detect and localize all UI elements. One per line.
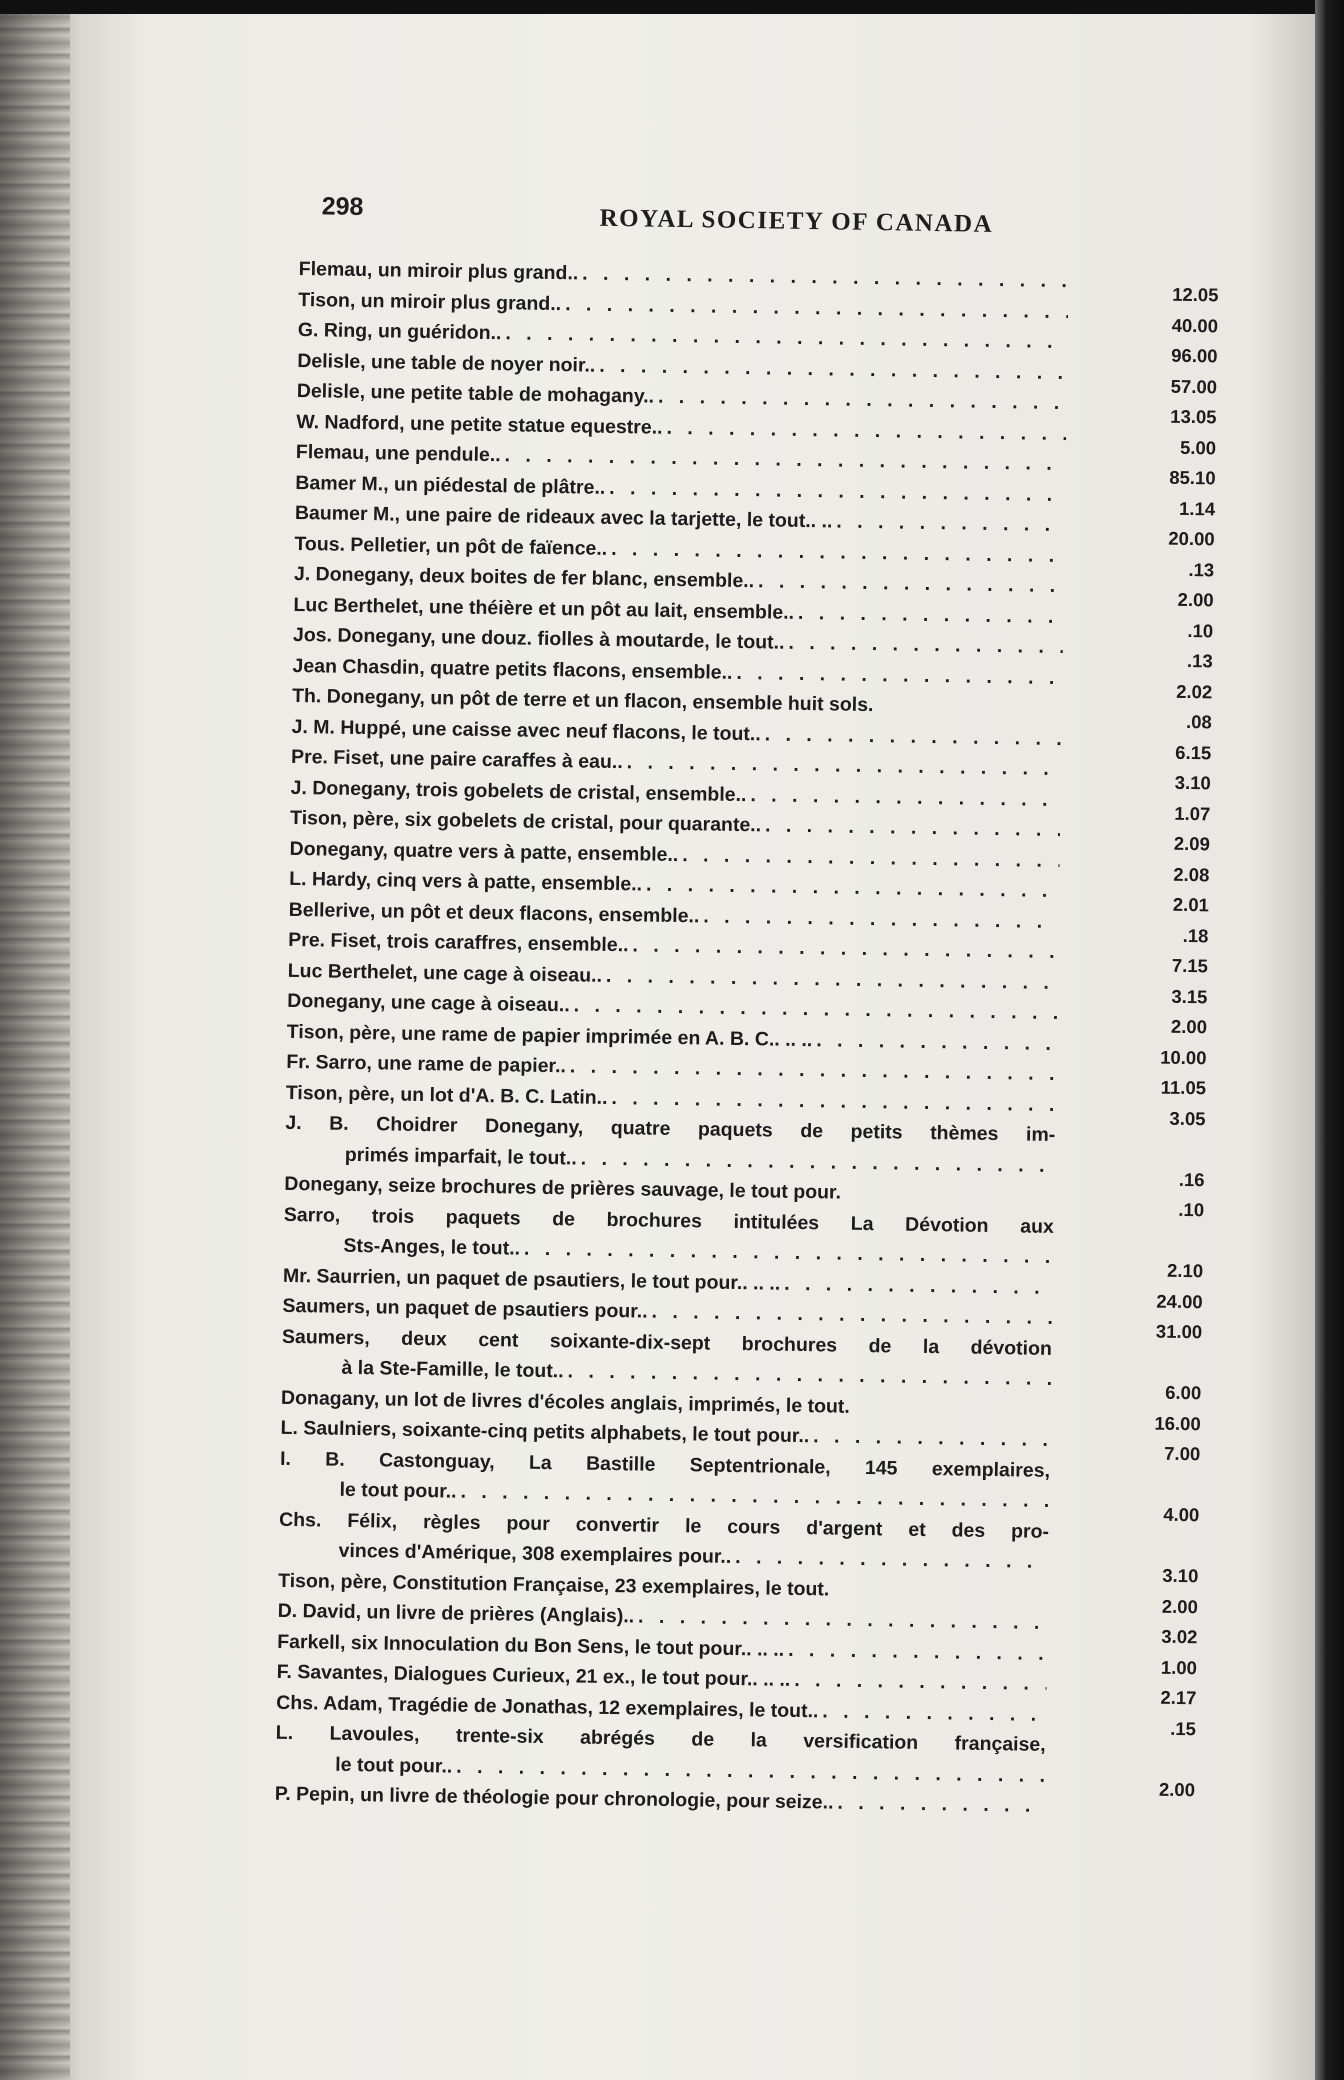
entry-amount: 2.01 bbox=[1172, 893, 1210, 916]
entry-text-line: Flemau, une pendule.. . . . bbox=[296, 437, 1066, 480]
entry-amount: 5.00 bbox=[1179, 436, 1217, 458]
entry-amount: 6.15 bbox=[1175, 741, 1212, 763]
entry-text-line: Fr. Sarro, une rame de papier.. . . . bbox=[286, 1047, 1056, 1090]
entry-amount: 2.00 bbox=[1177, 588, 1214, 611]
entry-text-line: F. Savantes, Dialogues Curieux, 21 ex., le tout pour.. .. .. . . . bbox=[276, 1657, 1046, 1700]
entry-text-line: J. Donegany, trois gobelets de cristal, ensemble.. . . . bbox=[290, 772, 1060, 815]
entry-text-line: Jean Chasdin, quatre petits flacons, ensemble.. . . . bbox=[292, 650, 1062, 693]
entry-text-line: Jos. Donegany, une douz. fiolles à moutarde, le tout.. . . . bbox=[293, 620, 1063, 663]
entry-text-line: Th. Donegany, un pôt de terre et un flacon, ensemble huit sols. bbox=[291, 684, 874, 717]
entry-text-line: Flemau, un miroir plus grand.. . . . bbox=[299, 254, 1069, 297]
entry-amount: .18 bbox=[1182, 924, 1209, 946]
binding-gutter bbox=[0, 0, 70, 2080]
entry-amount: .16 bbox=[1178, 1168, 1205, 1190]
entry-text-line: à la Ste-Famille, le tout.. . . . bbox=[281, 1352, 1051, 1395]
entry-amount: 11.05 bbox=[1160, 1076, 1207, 1099]
entry-text-line: Pre. Fiset, une paire caraffes à eau.. . . . bbox=[291, 742, 1061, 785]
entry-text-line: J. M. Huppé, une caisse avec neuf flacons, le tout.. . . . bbox=[291, 711, 1061, 754]
running-title: ROYAL SOCIETY OF CANADA bbox=[599, 204, 994, 238]
entry-amount: 7.15 bbox=[1171, 954, 1209, 977]
entry-amount: 24.00 bbox=[1156, 1290, 1203, 1312]
entry-text-line: J. B. Choidrer Donegany, quatre paquets de petits thèmes im- bbox=[285, 1111, 1056, 1146]
entry-text-line: primés imparfait, le tout.. . . . bbox=[285, 1138, 1055, 1181]
entry-text-line: Donegany, une cage à oiseau.. . . . bbox=[287, 986, 1057, 1029]
entry-text-line: Tison, père, une rame de papier imprimée en A. B. C.. .. .. . . . bbox=[287, 1016, 1057, 1059]
entry-text-line: Mr. Saurrien, un paquet de psautiers, le tout pour.. .. .. . . . bbox=[283, 1260, 1053, 1303]
entry-text-line: Bellerive, un pôt et deux flacons, ensemble.. . . . bbox=[288, 894, 1058, 937]
entry-text-line: Saumers, un paquet de psautiers pour.. . . . bbox=[282, 1291, 1052, 1334]
page-number: 298 bbox=[321, 192, 364, 221]
entry-text-line: Pre. Fiset, trois caraffres, ensemble.. . . . bbox=[288, 925, 1058, 968]
entry-text-line: L. Saulniers, soixante-cinq petits alphabets, le tout pour.. . . . bbox=[280, 1413, 1050, 1456]
entry-text-line: vinces d'Amérique, 308 exemplaires pour.. . . . bbox=[278, 1535, 1048, 1578]
entry-amount: 2.00 bbox=[1170, 1015, 1208, 1038]
entry-amount: 10.00 bbox=[1160, 1046, 1207, 1068]
entry-amount: 13.05 bbox=[1170, 405, 1217, 428]
entry-text-line: L. Hardy, cinq vers à patte, ensemble.. . . . bbox=[289, 864, 1059, 907]
entry-amount: 3.10 bbox=[1174, 771, 1211, 794]
entry-amount: 40.00 bbox=[1171, 314, 1219, 336]
entry-text-line: Baumer M., une paire de rideaux avec la tarjette, le tout.. .. . . . bbox=[295, 498, 1065, 541]
entry-amount: 3.10 bbox=[1162, 1564, 1199, 1587]
entry-text-line: G. Ring, un guéridon.. . . . bbox=[298, 315, 1068, 358]
entry-text-line: W. Nadford, une petite statue equestre.. . . . bbox=[296, 406, 1066, 449]
scan-right-edge bbox=[1315, 0, 1344, 2080]
entry-amount: 1.00 bbox=[1160, 1656, 1198, 1678]
entry-amount: 1.14 bbox=[1178, 497, 1216, 519]
entry-amount: 96.00 bbox=[1171, 344, 1218, 367]
entry-text-line: Sts-Anges, le tout.. . . . bbox=[283, 1230, 1053, 1273]
entry-amount: 6.00 bbox=[1165, 1381, 1202, 1404]
entry-amount: 85.10 bbox=[1169, 466, 1216, 489]
entry-amount: .15 bbox=[1170, 1717, 1197, 1739]
entry-text-line: Tison, père, Constitution Française, 23 exemplaires, le tout. bbox=[277, 1569, 830, 1600]
entry-text-line: le tout pour.. . . . bbox=[279, 1474, 1049, 1517]
entry-amount: 3.02 bbox=[1161, 1625, 1198, 1648]
entry-amount: 20.00 bbox=[1168, 527, 1215, 550]
entry-text-line: Luc Berthelet, une théière et un pôt au lait, ensemble.. . . . bbox=[293, 589, 1063, 632]
entry-text-line: D. David, un livre de prières (Anglais).. . . . bbox=[277, 1596, 1047, 1639]
entry-amount: 2.09 bbox=[1173, 832, 1211, 855]
entry-amount: 16.00 bbox=[1154, 1412, 1201, 1434]
entry-amount: 1.07 bbox=[1174, 802, 1211, 824]
entry-text-line: Farkell, six Innoculation du Bon Sens, le tout pour.. .. .. . . . bbox=[277, 1626, 1047, 1669]
entry-text-line: Donegany, seize brochures de prières sauvage, le tout pour. bbox=[284, 1172, 842, 1204]
entry-text-line: Chs. Félix, règles pour convertir le cours d'argent et des pro- bbox=[278, 1508, 1050, 1543]
entry-amount: 31.00 bbox=[1155, 1320, 1203, 1343]
entry-text-line: I. B. Castonguay, La Bastille Septentrionale, 145 exemplaires, bbox=[279, 1447, 1051, 1482]
entry-amount: 2.00 bbox=[1161, 1595, 1199, 1617]
entry-text-line: le tout pour.. . . . bbox=[275, 1748, 1045, 1791]
entry-amount: .10 bbox=[1187, 619, 1214, 641]
entry-amount: 7.00 bbox=[1164, 1442, 1201, 1465]
entry-text-line: Luc Berthelet, une cage à oiseau.. . . . bbox=[287, 955, 1057, 998]
entry-text-line: Tison, père, un lot d'A. B. C. Latin.. . . . bbox=[286, 1077, 1056, 1120]
page-header bbox=[299, 190, 1120, 263]
entry-text-line: Tison, père, six gobelets de cristal, pour quarante.. . . . bbox=[290, 803, 1060, 846]
entry-text-line: Tous. Pelletier, un pôt de faïence.. . . . bbox=[294, 528, 1064, 571]
entry-amount: 2.00 bbox=[1158, 1778, 1196, 1800]
entry-amount: .10 bbox=[1178, 1198, 1205, 1221]
entry-text-line: Donegany, quatre vers à patte, ensemble.. . . . bbox=[289, 833, 1059, 876]
entry-amount: 4.00 bbox=[1163, 1503, 1200, 1526]
entry-text-line: Saumers, deux cent soixante-dix-sept brochures de la dévotion bbox=[281, 1325, 1053, 1360]
entry-text-line: Donagany, un lot de livres d'écoles anglais, imprimés, le tout. bbox=[280, 1386, 850, 1418]
entry-text-line: P. Pepin, un livre de théologie pour chronologie, pour seize.. . . . bbox=[275, 1779, 1045, 1822]
entry-amount: 2.17 bbox=[1160, 1686, 1197, 1709]
entry-amount: 3.15 bbox=[1171, 985, 1208, 1007]
scan-top-edge bbox=[0, 0, 1344, 14]
entry-text-line: Tison, un miroir plus grand.. . . . bbox=[298, 284, 1068, 327]
entry-amount: 2.10 bbox=[1166, 1259, 1204, 1282]
entry-text-line: Delisle, une petite table de mohagany.. . . . bbox=[297, 376, 1067, 419]
entry-amount: .13 bbox=[1188, 558, 1215, 580]
entry-text-line: Sarro, trois paquets de brochures intitulées La Dévotion aux bbox=[283, 1203, 1054, 1238]
entry-text-line: Delisle, une table de noyer noir.. . . . bbox=[297, 345, 1067, 388]
inventory-list bbox=[274, 254, 1219, 1822]
entry-text-line: L. Lavoules, trente-six abrégés de la versification française, bbox=[275, 1721, 1046, 1756]
page-content bbox=[274, 190, 1219, 1822]
entry-text-line: Chs. Adam, Tragédie de Jonathas, 12 exemplaires, le tout.. . . . bbox=[276, 1687, 1046, 1730]
entry-amount: .08 bbox=[1185, 710, 1212, 733]
entry-amount: .13 bbox=[1186, 649, 1213, 672]
entry-amount: 2.02 bbox=[1176, 680, 1213, 702]
entry-amount: 57.00 bbox=[1170, 375, 1218, 397]
entry-text-line: Bamer M., un piédestal de plâtre.. . . . bbox=[295, 467, 1065, 510]
entry-amount: 3.05 bbox=[1169, 1107, 1206, 1129]
entry-text-line: J. Donegany, deux boites de fer blanc, ensemble.. . . . bbox=[294, 559, 1064, 602]
entry-amount: 2.08 bbox=[1173, 863, 1210, 885]
entry-amount: 12.05 bbox=[1172, 283, 1219, 306]
